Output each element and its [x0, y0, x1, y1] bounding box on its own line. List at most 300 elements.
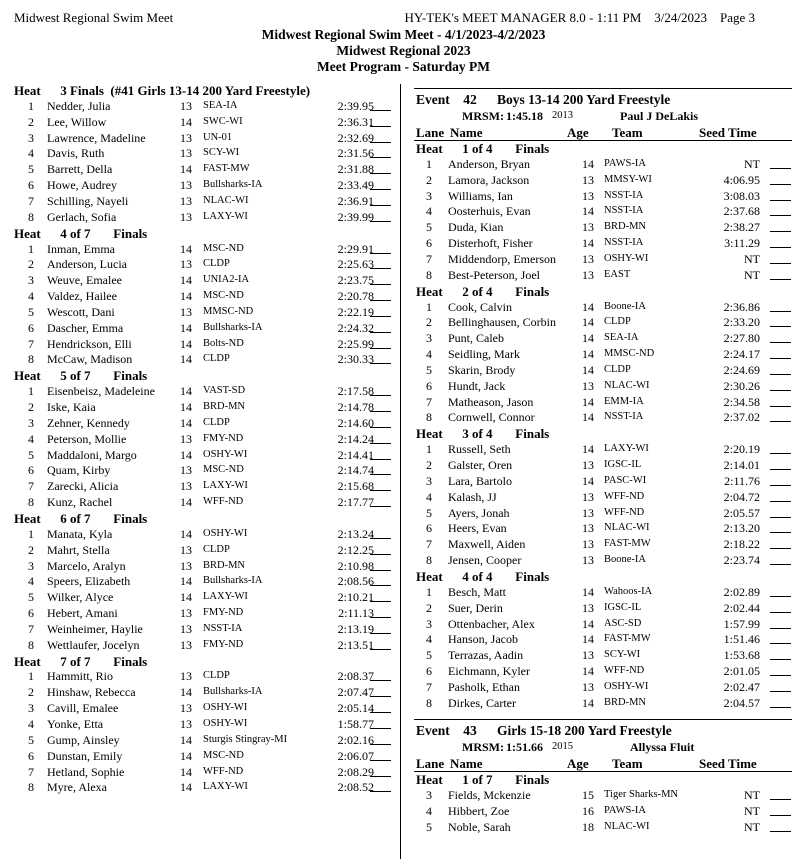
swimmer-row — [414, 664, 799, 680]
lane-number: 3 — [28, 415, 34, 430]
swimmer-age: 14 — [180, 114, 192, 129]
swimmer-row — [414, 347, 799, 363]
seed-time: 2:13.19 — [337, 621, 374, 636]
swimmer-age: 14 — [180, 273, 192, 288]
event43-title: Event 43 Girls 15-18 200 Yard Freestyle — [416, 723, 672, 738]
result-blank[interactable] — [770, 632, 791, 644]
swimmer-name: Kunz, Rachel — [47, 495, 113, 510]
lane-number: 6 — [28, 320, 34, 335]
seed-time: 2:24.69 — [723, 362, 760, 377]
swimmer-name: Lara, Bartolo — [448, 473, 512, 488]
result-blank[interactable] — [770, 696, 791, 708]
swimmer-name: Suer, Derin — [448, 600, 503, 615]
swimmer-age: 14 — [180, 590, 192, 605]
swimmer-row — [414, 220, 799, 236]
swimmer-row — [14, 400, 394, 416]
swimmer-team: NLAC-WI — [604, 820, 650, 832]
swimmer-team: NLAC-WI — [604, 522, 650, 534]
swimmer-row — [414, 331, 799, 347]
swimmer-age: 13 — [582, 489, 594, 504]
swimmer-name: Schilling, Nayeli — [47, 193, 129, 208]
lane-number: 1 — [426, 299, 432, 314]
swimmer-team: FAST-MW — [604, 633, 651, 645]
swimmer-team: PAWS-IA — [604, 157, 646, 169]
result-blank[interactable] — [370, 242, 391, 254]
result-blank[interactable] — [370, 527, 391, 539]
swimmer-row — [14, 717, 394, 733]
seed-time: 2:17.58 — [337, 384, 374, 399]
lane-number: 7 — [426, 679, 432, 694]
result-blank[interactable] — [370, 194, 391, 206]
seed-time: 2:08.56 — [337, 574, 374, 589]
swimmer-name: Russell, Seth — [448, 442, 511, 457]
result-blank[interactable] — [770, 252, 791, 264]
lane-number: 6 — [28, 178, 34, 193]
swimmer-age: 13 — [180, 98, 192, 113]
swimmer-age: 13 — [180, 669, 192, 684]
lane-number: 4 — [28, 431, 34, 446]
lane-number: 5 — [426, 220, 432, 235]
seed-time: 4:06.95 — [723, 172, 760, 187]
event43-col-seed: Seed Time — [699, 756, 757, 771]
swimmer-age: 14 — [180, 352, 192, 367]
result-blank[interactable] — [770, 537, 791, 549]
swimmer-age: 14 — [582, 315, 594, 330]
swimmer-age: 13 — [582, 505, 594, 520]
lane-number: 1 — [426, 156, 432, 171]
result-blank[interactable] — [770, 474, 791, 486]
result-blank[interactable] — [370, 780, 391, 792]
seed-time: 2:36.91 — [337, 193, 374, 208]
swimmer-age: 13 — [582, 458, 594, 472]
lane-number: 8 — [426, 695, 432, 710]
result-blank[interactable] — [770, 395, 791, 407]
swimmer-row — [414, 506, 799, 522]
lane-number: 6 — [28, 748, 34, 763]
swimmer-row — [414, 474, 799, 490]
swimmer-row — [14, 289, 394, 305]
event42-col-team: Team — [612, 125, 643, 140]
swimmer-age: 13 — [180, 479, 192, 494]
swimmer-name: Galster, Oren — [448, 458, 513, 472]
seed-time: 2:30.33 — [337, 352, 374, 367]
result-blank[interactable] — [770, 506, 791, 518]
swimmer-team: NSST-IA — [604, 411, 644, 423]
swimmer-team: MMSC-ND — [203, 305, 254, 317]
seed-time: 2:14.01 — [723, 458, 760, 472]
swimmer-row — [14, 273, 394, 289]
lane-number: 3 — [28, 130, 34, 145]
result-blank[interactable] — [770, 410, 791, 422]
swimmer-row — [14, 162, 394, 178]
swimmer-name: Anderson, Bryan — [448, 156, 530, 171]
swimmer-name: Wettlaufer, Jocelyn — [47, 637, 140, 652]
swimmer-age: 14 — [582, 331, 594, 346]
swimmer-name: Myre, Alexa — [47, 780, 107, 795]
result-blank[interactable] — [370, 131, 391, 143]
swimmer-name: Hammitt, Rio — [47, 669, 113, 684]
seed-time: 2:14.74 — [337, 463, 374, 478]
result-blank[interactable] — [770, 173, 791, 185]
result-blank[interactable] — [370, 352, 391, 364]
lane-number: 8 — [28, 495, 34, 510]
seed-time: 2:33.20 — [723, 315, 760, 330]
event42-record-label: MRSM: — [462, 109, 504, 123]
result-blank[interactable] — [770, 315, 791, 327]
result-blank[interactable] — [770, 617, 791, 629]
lane-number: 7 — [426, 537, 432, 552]
seed-time: 2:08.37 — [337, 669, 374, 684]
seed-time: NT — [744, 267, 760, 282]
swimmer-row — [414, 490, 799, 506]
swimmer-name: Wescott, Dani — [47, 304, 115, 319]
result-blank[interactable] — [370, 701, 391, 713]
result-blank[interactable] — [770, 458, 791, 470]
swimmer-row — [414, 395, 799, 411]
lane-number: 3 — [426, 473, 432, 488]
swimmer-row — [414, 521, 799, 537]
swimmer-name: Peterson, Mollie — [47, 431, 127, 446]
result-blank[interactable] — [770, 363, 791, 375]
seed-time: 2:23.75 — [337, 273, 374, 288]
event43-col-name: Name — [450, 756, 483, 771]
seed-time: NT — [744, 156, 760, 171]
result-blank[interactable] — [770, 490, 791, 502]
seed-time: 1:57.99 — [723, 616, 760, 631]
lane-number: 2 — [28, 685, 34, 700]
swimmer-age: 13 — [180, 193, 192, 208]
swimmer-row — [14, 432, 394, 448]
swimmer-team: PAWS-IA — [604, 804, 646, 816]
result-blank[interactable] — [770, 521, 791, 533]
swimmer-age: 14 — [582, 473, 594, 488]
result-blank[interactable] — [370, 210, 391, 222]
result-blank[interactable] — [370, 590, 391, 602]
swimmer-row — [14, 194, 394, 210]
swimmer-row — [14, 352, 394, 368]
lane-number: 5 — [28, 447, 34, 462]
swimmer-row — [414, 410, 799, 426]
result-blank[interactable] — [370, 273, 391, 285]
swimmer-team: BRD-MN — [604, 696, 647, 708]
heat-header: Heat 1 of 7 Finals — [416, 772, 550, 787]
result-blank[interactable] — [370, 337, 391, 349]
swimmer-age: 14 — [582, 394, 594, 409]
lane-number: 2 — [426, 315, 432, 330]
seed-time: 2:20.78 — [337, 289, 374, 304]
swimmer-team: OSHY-WI — [203, 527, 248, 539]
swimmer-row — [414, 189, 799, 205]
result-blank[interactable] — [370, 543, 391, 555]
seed-time: 2:04.72 — [723, 489, 760, 504]
result-blank[interactable] — [770, 268, 791, 280]
swimmer-name: Hetland, Sophie — [47, 764, 125, 779]
swimmer-age: 14 — [582, 156, 594, 171]
swimmer-name: Fields, Mckenzie — [448, 787, 531, 802]
result-blank[interactable] — [770, 331, 791, 343]
lane-number: 8 — [28, 209, 34, 224]
result-blank[interactable] — [370, 305, 391, 317]
result-blank[interactable] — [370, 479, 391, 491]
swimmer-team: LAXY-WI — [203, 480, 248, 492]
result-blank[interactable] — [370, 685, 391, 697]
swimmer-age: 14 — [582, 664, 594, 679]
result-blank[interactable] — [770, 204, 791, 216]
swimmer-age: 14 — [582, 616, 594, 631]
result-blank[interactable] — [370, 622, 391, 634]
event43-col-lane: Lane — [416, 756, 445, 771]
event43-rule — [414, 719, 792, 720]
seed-time: 2:27.80 — [723, 331, 760, 346]
meet-name: Midwest Regional Swim Meet — [14, 10, 174, 25]
swimmer-name: Williams, Ian — [448, 188, 513, 203]
result-blank[interactable] — [370, 400, 391, 412]
result-blank[interactable] — [770, 788, 791, 800]
seed-time: 2:38.27 — [723, 220, 760, 235]
seed-time: 2:20.19 — [723, 442, 760, 457]
seed-time: 2:08.52 — [337, 780, 374, 795]
seed-time: 2:36.86 — [723, 299, 760, 314]
swimmer-name: Yonke, Etta — [47, 717, 104, 731]
swimmer-name: Hinshaw, Rebecca — [47, 685, 136, 700]
result-blank[interactable] — [770, 804, 791, 816]
lane-number: 4 — [426, 347, 432, 362]
lane-number: 5 — [426, 648, 432, 663]
swimmer-age: 14 — [582, 347, 594, 362]
column-divider — [400, 84, 401, 859]
swimmer-name: Cavill, Emalee — [47, 701, 119, 716]
swimmer-team: OSHY-WI — [203, 702, 248, 714]
swimmer-team: FAST-MW — [203, 163, 250, 175]
result-blank[interactable] — [370, 733, 391, 745]
result-blank[interactable] — [770, 220, 791, 232]
result-blank[interactable] — [770, 648, 791, 660]
result-blank[interactable] — [370, 162, 391, 174]
result-blank[interactable] — [770, 236, 791, 248]
swimmer-team: NSST-IA — [604, 237, 644, 249]
swimmer-row — [14, 590, 394, 606]
result-blank[interactable] — [770, 442, 791, 454]
seed-time: 2:24.32 — [337, 320, 374, 335]
event42-col-seed: Seed Time — [699, 125, 757, 140]
swimmer-row — [14, 99, 394, 115]
result-blank[interactable] — [370, 115, 391, 127]
swimmer-team: MSC-ND — [203, 290, 244, 302]
lane-number: 5 — [28, 732, 34, 747]
result-blank[interactable] — [370, 749, 391, 761]
swimmer-team: SWC-WI — [203, 115, 243, 127]
swimmer-age: 13 — [582, 267, 594, 282]
swimmer-row — [414, 537, 799, 553]
result-blank[interactable] — [370, 559, 391, 571]
swimmer-age: 13 — [180, 558, 192, 573]
swimmer-team: MSC-ND — [203, 242, 244, 254]
seed-time: NT — [744, 819, 760, 834]
lane-number: 5 — [426, 819, 432, 834]
lane-number: 7 — [28, 193, 34, 208]
seed-time: 2:24.17 — [723, 347, 760, 362]
swimmer-row — [414, 157, 799, 173]
swimmer-name: Heers, Evan — [448, 521, 507, 536]
seed-time: 2:14.78 — [337, 400, 374, 414]
swimmer-name: Disterhoft, Fisher — [448, 236, 533, 251]
result-blank[interactable] — [370, 606, 391, 618]
swimmer-age: 13 — [582, 251, 594, 266]
seed-time: 2:39.99 — [337, 209, 374, 224]
swimmer-name: Dirkes, Carter — [448, 695, 516, 710]
swimmer-name: Zarecki, Alicia — [47, 479, 119, 494]
swimmer-team: Bolts-ND — [203, 337, 244, 349]
lane-number: 1 — [28, 384, 34, 399]
swimmer-row — [14, 574, 394, 590]
swimmer-team: LAXY-WI — [203, 781, 248, 793]
swimmer-team: CLDP — [604, 363, 631, 375]
result-blank[interactable] — [770, 585, 791, 597]
swimmer-age: 14 — [582, 695, 594, 710]
swimmer-row — [14, 495, 394, 511]
lane-number: 6 — [28, 463, 34, 478]
swimmer-row — [14, 606, 394, 622]
meet-title: Midwest Regional Swim Meet - 4/1/2023-4/2/2023 — [261, 27, 546, 42]
result-blank[interactable] — [370, 257, 391, 269]
seed-time: 2:37.68 — [723, 204, 760, 219]
swimmer-team: MSC-ND — [203, 749, 244, 761]
result-blank[interactable] — [370, 384, 391, 396]
seed-time: 3:08.03 — [723, 188, 760, 203]
swimmer-name: Hundt, Jack — [448, 378, 506, 393]
result-blank[interactable] — [370, 432, 391, 444]
result-blank[interactable] — [770, 664, 791, 676]
swimmer-team: NSST-IA — [604, 189, 644, 201]
result-blank[interactable] — [770, 820, 791, 832]
swimmer-row — [414, 553, 799, 569]
result-blank[interactable] — [370, 178, 391, 190]
lane-number: 8 — [426, 410, 432, 425]
swimmer-row — [14, 210, 394, 226]
result-blank[interactable] — [770, 189, 791, 201]
result-blank[interactable] — [370, 638, 391, 650]
event43-record-time: 1:51.66 — [506, 740, 543, 754]
result-blank[interactable] — [770, 157, 791, 169]
result-blank[interactable] — [370, 669, 391, 681]
lane-number: 1 — [28, 669, 34, 684]
swimmer-team: Bullsharks-IA — [203, 321, 263, 333]
result-blank[interactable] — [370, 416, 391, 428]
result-blank[interactable] — [370, 289, 391, 301]
lane-number: 4 — [426, 803, 432, 818]
heat-header: Heat 6 of 7 Finals — [14, 510, 148, 526]
swimmer-name: Valdez, Hailee — [47, 289, 117, 304]
lane-number: 7 — [426, 251, 432, 266]
heat-header: Heat 5 of 7 Finals — [14, 368, 148, 384]
swimmer-age: 14 — [180, 685, 192, 700]
lane-number: 8 — [426, 267, 432, 282]
swimmer-team: NSST-IA — [203, 622, 243, 634]
swimmer-row — [414, 458, 799, 474]
lane-number: 3 — [28, 558, 34, 573]
result-blank[interactable] — [370, 448, 391, 460]
result-blank[interactable] — [770, 553, 791, 565]
swimmer-row — [14, 416, 394, 432]
swimmer-age: 13 — [180, 130, 192, 145]
swimmer-age: 13 — [582, 648, 594, 663]
swimmer-age: 14 — [582, 632, 594, 647]
swimmer-name: Wilker, Alyce — [47, 590, 114, 605]
lane-number: 7 — [426, 394, 432, 409]
result-blank[interactable] — [770, 347, 791, 359]
swimmer-row — [14, 337, 394, 353]
result-blank[interactable] — [370, 765, 391, 777]
lane-number: 1 — [28, 98, 34, 113]
swimmer-name: Kalash, JJ — [448, 489, 497, 504]
swimmer-age: 14 — [180, 732, 192, 747]
result-blank[interactable] — [370, 495, 391, 507]
event42-col-lane: Lane — [416, 125, 445, 140]
result-blank[interactable] — [370, 146, 391, 158]
event43-record-holder: Allyssa Fluit — [630, 740, 695, 754]
lane-number: 7 — [28, 336, 34, 351]
swimmer-team: WFF-ND — [203, 765, 244, 777]
swimmer-team: ASC-SD — [604, 617, 642, 629]
result-blank[interactable] — [370, 99, 391, 111]
lane-number: 8 — [28, 780, 34, 795]
swimmer-name: Dunstan, Emily — [47, 748, 123, 763]
seed-time: 2:32.69 — [337, 130, 374, 145]
result-blank[interactable] — [770, 680, 791, 692]
result-blank[interactable] — [370, 717, 391, 729]
swimmer-age: 14 — [180, 384, 192, 399]
seed-time: 2:01.05 — [723, 664, 760, 679]
swimmer-row — [14, 527, 394, 543]
seed-time: 2:33.49 — [337, 178, 374, 193]
swimmer-team: CLDP — [604, 316, 631, 328]
lane-number: 3 — [426, 331, 432, 346]
swimmer-age: 14 — [582, 442, 594, 457]
result-blank[interactable] — [370, 574, 391, 586]
lane-number: 8 — [426, 553, 432, 568]
lane-number: 4 — [28, 146, 34, 161]
seed-time: 2:23.74 — [723, 553, 760, 568]
swimmer-name: Seidling, Mark — [448, 347, 520, 362]
swimmer-name: Maxwell, Aiden — [448, 537, 526, 552]
swimmer-team: VAST-SD — [203, 385, 246, 397]
swimmer-row — [414, 585, 799, 601]
swimmer-name: Weuve, Emalee — [47, 273, 122, 288]
result-blank[interactable] — [370, 463, 391, 475]
swimmer-row — [14, 321, 394, 337]
swimmer-name: Zehner, Kennedy — [47, 415, 130, 430]
swimmer-name: Anderson, Lucia — [47, 257, 127, 272]
result-blank[interactable] — [770, 379, 791, 391]
lane-number: 2 — [28, 400, 34, 414]
swimmer-team: LAXY-WI — [203, 210, 248, 222]
event42-record-holder: Paul J DeLakis — [620, 109, 699, 123]
lane-number: 4 — [28, 574, 34, 589]
swimmer-age: 13 — [582, 378, 594, 393]
seed-time: 2:14.41 — [337, 447, 374, 462]
seed-time: 2:25.99 — [337, 336, 374, 351]
lane-number: 3 — [28, 701, 34, 716]
result-blank[interactable] — [770, 601, 791, 613]
swimmer-team: SEA-IA — [604, 332, 639, 344]
result-blank[interactable] — [770, 300, 791, 312]
result-blank[interactable] — [370, 321, 391, 333]
swimmer-age: 13 — [582, 553, 594, 568]
seed-time: 2:12.25 — [337, 542, 374, 557]
heat-header: Heat 7 of 7 Finals — [14, 653, 148, 669]
swimmer-row — [14, 384, 394, 400]
swimmer-name: Gerlach, Sofia — [47, 209, 117, 224]
